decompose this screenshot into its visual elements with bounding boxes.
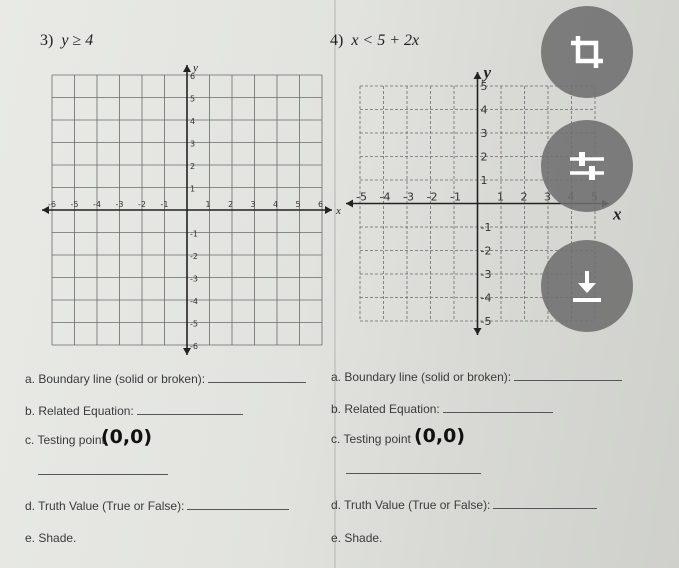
problem-4-truth-question	[331, 497, 597, 512]
y-axis-label: y	[193, 62, 198, 74]
y-tick-label: -5	[190, 319, 198, 329]
x-tick-label: -4	[379, 190, 391, 204]
x-axis-label: x	[613, 204, 622, 224]
problem-3-coordinate-grid	[30, 55, 341, 355]
y-tick-label: -1	[480, 221, 492, 234]
problem-4-header	[330, 32, 419, 50]
x-tick-label: -3	[403, 190, 414, 204]
problem-3-testing-blank[interactable]	[38, 463, 168, 475]
x-tick-label: -3	[115, 200, 124, 209]
problem-3-boundary-blank[interactable]	[208, 371, 306, 383]
problem-3-truth-label: d. Truth Value (True or False):	[25, 499, 185, 513]
y-axis-label: y	[483, 63, 492, 82]
x-tick-label: -5	[356, 190, 367, 204]
y-axis-arrow	[183, 65, 191, 72]
download-button[interactable]	[541, 240, 633, 332]
x-tick-label: 2	[228, 200, 234, 209]
problem-4-related-question	[331, 401, 553, 416]
problem-3-boundary-question	[25, 371, 306, 386]
y-axis-arrow-bottom	[474, 328, 482, 335]
problem-3-truth-blank[interactable]	[187, 498, 289, 510]
y-tick-label: -3	[480, 268, 492, 281]
problem-3-testing-question	[25, 433, 105, 447]
x-tick-label: 4	[273, 200, 279, 209]
x-tick-label: -2	[426, 190, 438, 204]
problem-3-shade-question: e. Shade.	[25, 531, 77, 545]
y-tick-label: 3	[480, 127, 488, 140]
problem-3-related-label: b. Related Equation:	[25, 404, 134, 418]
problem-4-boundary-question	[331, 369, 622, 384]
y-tick-label: -1	[190, 229, 198, 239]
problem-4-testing-blank[interactable]	[346, 462, 481, 474]
y-tick-label: 3	[190, 139, 196, 149]
y-tick-label: 6	[190, 72, 196, 81]
problem-3-number: 3)	[40, 32, 54, 49]
y-tick-label: -3	[190, 274, 198, 284]
y-tick-label: -2	[480, 244, 492, 258]
problem-4-related-label: b. Related Equation:	[331, 402, 440, 416]
x-tick-label: -4	[93, 200, 101, 209]
problem-4-number: 4)	[330, 32, 344, 49]
x-tick-label: 3	[544, 190, 551, 204]
problem-3-related-question	[25, 403, 243, 418]
problem-4-testing-label: c. Testing point	[331, 432, 411, 446]
y-tick-label: 2	[480, 150, 488, 164]
y-tick-label: -2	[190, 252, 198, 261]
y-tick-label: -5	[480, 315, 492, 328]
problem-4-boundary-label: a. Boundary line (solid or broken):	[331, 370, 512, 384]
y-axis-arrow	[474, 72, 482, 79]
y-tick-label: 5	[480, 80, 488, 93]
problem-4-expression: x < 5 + 2x	[351, 32, 420, 49]
problem-4-testing-value: (0,0)	[414, 425, 466, 447]
x-tick-label: -2	[138, 200, 146, 209]
x-tick-label: 1	[205, 200, 211, 209]
y-tick-label: 4	[480, 103, 488, 117]
download-icon	[567, 266, 607, 306]
y-tick-label: 4	[190, 117, 196, 126]
problem-4-truth-label: d. Truth Value (True or False):	[331, 498, 491, 512]
problem-4-testing-question	[331, 432, 411, 446]
x-tick-label: 1	[497, 190, 504, 204]
x-tick-label: 2	[520, 190, 528, 204]
x-axis-arrow	[325, 206, 332, 214]
problem-4-shade-question: e. Shade.	[331, 531, 383, 545]
y-tick-label: -4	[190, 297, 198, 306]
crop-button[interactable]	[541, 6, 633, 98]
adjust-button[interactable]	[541, 120, 633, 212]
x-tick-label: -5	[70, 200, 79, 209]
page-fold	[334, 0, 336, 568]
problem-3-expression: y ≥ 4	[61, 32, 94, 49]
y-tick-label: -6	[190, 342, 198, 351]
problem-3-truth-question	[25, 498, 289, 513]
problem-3-testing-value: (0,0)	[101, 426, 153, 448]
problem-3-boundary-label: a. Boundary line (solid or broken):	[25, 372, 206, 386]
problem-4-truth-blank[interactable]	[493, 497, 597, 509]
x-axis-label: x	[336, 205, 341, 217]
x-axis-arrow-left	[346, 200, 353, 208]
problem-4-related-blank[interactable]	[443, 401, 553, 413]
problem-4-boundary-blank[interactable]	[514, 369, 622, 381]
crop-icon	[567, 32, 607, 72]
x-tick-label: 3	[250, 200, 256, 209]
x-tick-label: -1	[160, 200, 169, 209]
problem-3-related-blank[interactable]	[137, 403, 243, 415]
x-tick-label: 6	[318, 200, 324, 209]
y-tick-label: 1	[190, 184, 196, 194]
y-tick-label: 5	[190, 94, 196, 104]
y-tick-label: 2	[190, 162, 196, 171]
problem-3-header	[40, 32, 93, 50]
y-tick-label: 1	[480, 174, 488, 187]
y-tick-label: -4	[480, 291, 492, 305]
x-tick-label: 5	[295, 200, 301, 209]
problem-3-testing-label: c. Testing point	[25, 433, 105, 447]
sliders-icon	[567, 146, 607, 186]
x-tick-label: -1	[450, 190, 461, 204]
x-tick-label: -6	[48, 200, 56, 209]
